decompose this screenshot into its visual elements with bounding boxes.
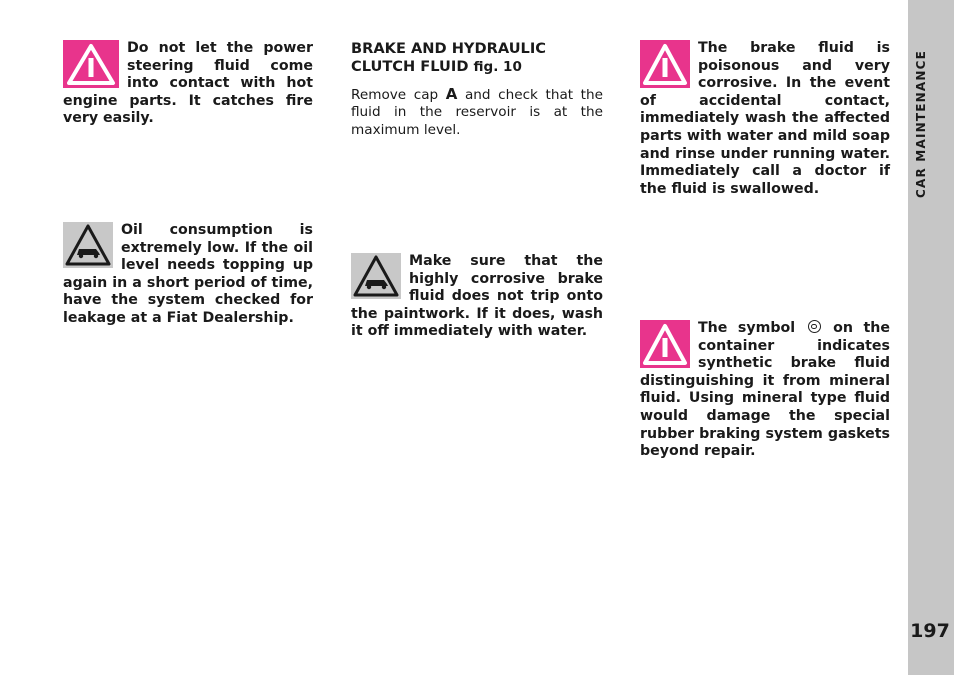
warning-power-steering: Do not let the power steering fluid come into contact with hot engine parts. It catches fire very easily. — [63, 40, 313, 127]
car-caution-icon — [63, 222, 113, 268]
warning-triangle-icon — [640, 320, 690, 368]
figure-reference: fig. 10 — [473, 59, 522, 75]
section-title: CAR MAINTENANCE — [914, 49, 928, 198]
car-caution-icon — [351, 253, 401, 299]
page-number: 197 — [910, 620, 950, 642]
instruction-text: Remove cap A and check that the fluid in the reservoir is at the maximum level. — [351, 85, 603, 138]
warning-synthetic-fluid: The symbol on the container indicates synthetic brake fluid distinguishing it from mineral fluid. Using mineral type fluid would damage the special rubber braking system gaskets beyond repair. — [640, 320, 890, 460]
caution-brake-fluid-paint: Make sure that the highly corrosive brake fluid does not trip onto the paintwork. If it does, wash it off immediately with water. — [351, 253, 603, 340]
caution-oil-consumption: Oil consumption is extremely low. If the oil level needs topping up again in a short period of time, have the system checked for leakage at a Fiat Dealership. — [63, 222, 313, 326]
synthetic-fluid-symbol-icon — [808, 320, 821, 333]
warning-triangle-icon — [640, 40, 690, 88]
section-heading: BRAKE AND HYDRAULIC CLUTCH FLUID fig. 10 — [351, 40, 546, 75]
warning-brake-fluid-poison: The brake fluid is poisonous and very corrosive. In the event of accidental contact, immediately wash the affected parts with water and mild soap and rinse under running water. Immediately call a doctor if the fluid is swallowed. — [640, 40, 890, 197]
cap-label: A — [445, 85, 458, 103]
warning-triangle-icon — [63, 40, 119, 88]
